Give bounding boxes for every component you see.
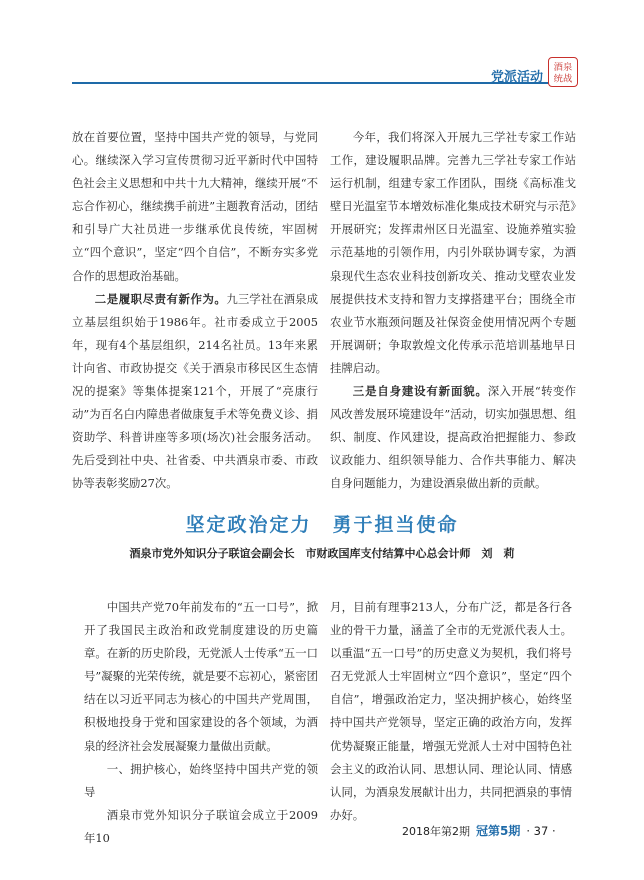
seal-logo-icon bbox=[548, 57, 578, 87]
section-tag: 党派活动 bbox=[491, 70, 544, 85]
paragraph-body: 九三学社在酒泉成立基层组织始于1986年。社市委成立于2005年，现有4个基层组织，214名社员。13年来累计向省、市政协提交《关于酒泉市移民区生态情况的提案》等集体提案121个，开展了“亮康行动”为百名白内障患者做康复手术等免费义诊、捐资助学、科普讲座等多项(场次)社会服务活动。先后受到社中央、社省委、中共酒泉市委、市政协等表彰奖励27次。 bbox=[72, 291, 318, 491]
section-heading: 三是自身建设有新面貌。 bbox=[352, 384, 488, 399]
issue-label: 2018年第2期 bbox=[402, 824, 470, 838]
paragraph: 今年，我们将深入开展九三学社专家工作站工作，建设履职品牌。完善九三学社专家工作站运行机制，组建专家工作团队，围绕《高标准戈壁日光温室节本增效标准化集成技术研究与示范》开展研究；发挥肃州区日光温室、设施养殖实验示范基地的引领作用，内引外联协调专家，为酒泉现代生态农业科技创新攻关、推动戈壁农业发展提供技术支持和智力支撑搭建平台；围绕全市农业节水瓶颈问题及社保资金使用情况两个专题开展调研；争取敦煌文化传承示范培训基地早日挂牌启动。 bbox=[330, 130, 576, 375]
paragraph-body: 深入开展“转变作风改善发展环境建设年”活动，切实加强思想、组织、制度、作风建设，提高政治把握能力、参政议政能力、组织领导能力、合作共事能力、解决自身问题能力，为建设酒泉做出新的贡献。 bbox=[330, 384, 576, 491]
paragraph bbox=[330, 380, 576, 495]
subheading: 一、拥护核心，始终坚持中国共产党的领导 bbox=[84, 761, 318, 799]
page-footer bbox=[402, 822, 556, 839]
upper-left-column bbox=[72, 126, 318, 496]
paragraph bbox=[72, 288, 318, 496]
section-heading: 二是履职尽责有新作为。 bbox=[94, 291, 227, 306]
paragraph: 酒泉市党外知识分子联谊会成立于2009年10 bbox=[84, 807, 318, 845]
upper-right-column bbox=[330, 126, 576, 496]
paragraph: 月，目前有理事213人，分布广泛，都是各行各业的骨干力量，涵盖了全市的无党派代表人士。以重温“五一口号”的历史意义为契机，我们将号召无党派人士牢固树立“四个意识”，坚定“四个自信”，增强政治定力，坚决拥护核心，始终坚持中国共产党领导，坚定正确的政治方向，发挥优势凝聚正能量，增强无党派人士对中国特色社会主义的政治认同、思想认同、理论认同、情感认同，为酒泉发展献计出力，共同把酒泉的事情办好。 bbox=[330, 600, 572, 822]
svg-text:统战: 统战 bbox=[553, 73, 573, 85]
lower-right-column bbox=[330, 596, 572, 827]
lower-left-column bbox=[84, 596, 318, 850]
magazine-brand: 冠第5期 bbox=[476, 824, 521, 838]
paragraph: 放在首要位置，坚持中国共产党的领导，与党同心。继续深入学习宣传贯彻习近平新时代中国特色社会主义思想和中共十九大精神，继续开展“不忘合作初心，继续携手前进”主题教育活动，团结和引导广大社员进一步继承优良传统，牢固树立“四个意识”，坚定“四个自信”，不断夯实多党合作的思想政治基础。 bbox=[72, 130, 318, 283]
article-byline: 酒泉市党外知识分子联谊会副会长 市财政国库支付结算中心总会计师 刘 莉 bbox=[129, 547, 515, 560]
svg-text:酒泉: 酒泉 bbox=[553, 62, 573, 74]
paragraph: 中国共产党70年前发布的“五一口号”，掀开了我国民主政治和政党制度建设的历史篇章。在新的历史阶段，无党派人士传承“五一口号”凝聚的光荣传统，就是要不忘初心，紧密团结在以习近平同志为核心的中国共产党周围，积极地投身于党和国家建设的各个领域，为酒泉的经济社会发展凝聚力量做出贡献。 bbox=[84, 600, 318, 753]
article-title: 坚定政治定力 勇于担当使命 bbox=[185, 514, 459, 536]
page-number: · 37 · bbox=[526, 823, 556, 838]
